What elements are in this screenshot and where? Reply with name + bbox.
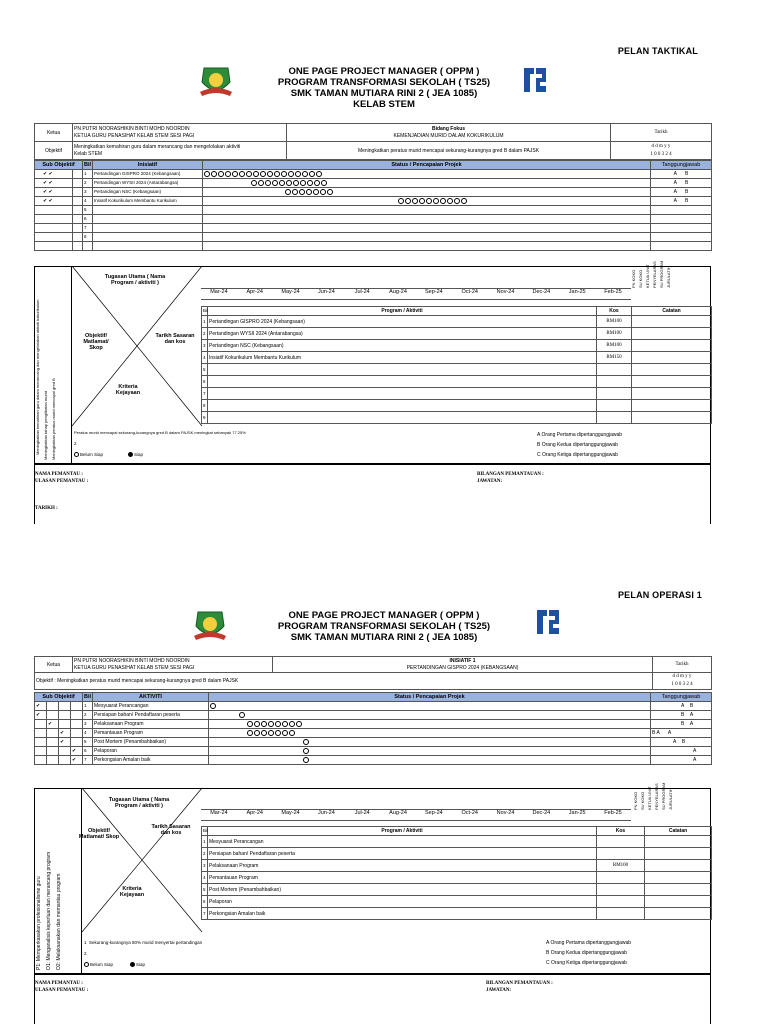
tarikh-footer-1: TARIKH :	[35, 506, 58, 511]
legend-belum-siap: Belum Siap	[74, 452, 103, 457]
objektif-value: Meningkatkan kemahiran guru dalam merancang dan mengelolakan aktiviti Kelab STEM	[73, 142, 287, 160]
col-tj-2: Tanggungjawab	[651, 693, 712, 702]
ulasan-pemantau-2: ULASAN PEMANTAU :	[35, 988, 89, 993]
tarikh-label-2: Tarikh	[653, 657, 712, 673]
objektif-matlamat: Objektif/ Matlamat/ Skop	[83, 333, 109, 351]
kriteria-kejayaan: Kriteria Kejayaan	[115, 384, 141, 396]
header2-line-1: ONE PAGE PROJECT MANAGER ( OPPM )	[288, 610, 480, 621]
pemantau-box-1	[34, 464, 711, 524]
program-row: Pertandingan GISPRO 2024 (Kebangsaan)	[208, 316, 597, 328]
program-row: Pertandingan NSC (Kebangsaan)	[208, 340, 597, 352]
col-bil: Bil	[84, 162, 92, 168]
col-tanggungjawab: Tanggungjawab	[651, 161, 712, 170]
info-table-2	[34, 656, 712, 690]
program-table-2: Bil Program / Aktiviti Kos Catatan 1 Mesyuarat Perancangan 2 Persiapan bahan/ Pendaftaran peserta 3 Pelaksanaan Program RM100 4 Pemantauan Program 5 Post Mortem (Penambahbaikan) 6 Pelaporan 7 Perkongsian Amalan baik	[201, 826, 712, 920]
role-headers: PN KOKO SU KOKO KETUA UNIT PENYELARAS SU PROGRAM JURULATIH	[631, 260, 671, 288]
kos-header-2: Kos	[597, 827, 645, 836]
header-line-4: KELAB STEM	[353, 99, 415, 110]
bilangan-pemantauan-2: BILANGAN PEMANTAUAN :	[486, 981, 553, 986]
objektif-2: Objektif : Meningkatkan peratus murid mencapai sekurang-kurangnya gred B dalam PAJSK	[35, 673, 653, 690]
header-line-2: PROGRAM TRANSFORMASI SEKOLAH ( TS25)	[277, 77, 491, 88]
program-row-2: Pelaksanaan Program	[208, 860, 597, 872]
col-aktiviti: AKTIVITI	[93, 693, 209, 702]
ketua-label-2: Ketua	[35, 657, 73, 673]
catatan-header: Catatan	[632, 307, 712, 316]
pemantau-box-2	[34, 974, 711, 1024]
tugasan-utama: Tugasan Utama ( Nama Program / aktiviti )	[104, 274, 166, 286]
orang-c-2: C Orang Ketiga dipertanggungjawab	[546, 960, 627, 966]
objektif-matlamat-2: Objektif/ Matlamat/ Skop	[78, 828, 120, 840]
header2-line-2: PROGRAM TRANSFORMASI SEKOLAH ( TS25)	[277, 621, 491, 632]
kos-header: Kos	[597, 307, 632, 316]
col-status-2: Status / Pencapaian Projek	[209, 693, 651, 702]
bilangan-pemantauan-1: BILANGAN PEMANTAUAN :	[477, 472, 544, 477]
aktiviti-row: Persiapan bahan/ Pendaftaran peserta	[93, 711, 209, 720]
ketua-label: Ketua	[35, 124, 73, 142]
ketua-value-2: PN PUTRI NOORASHIKIN BINTI MOHD NOORDIN KETUA GURU PENASIHAT KELAB STEM SESI PAGI	[73, 657, 273, 673]
aktiviti-row: Pelaksanaan Program	[93, 720, 209, 729]
cross-diagram-2	[82, 788, 202, 932]
program-aktiviti-header: Program / Aktiviti	[208, 307, 597, 316]
tarikh-sasaran: Tarikh Sasaran dan kos	[155, 333, 195, 345]
program-row-2: Pemantauan Program	[208, 872, 597, 884]
orang-b-2: B Orang Kedua dipertanggungjawab	[546, 950, 627, 956]
page-header-2	[0, 610, 768, 643]
kriteria-line-1: Peratus murid mencapai sekurang-kurangnya gred B dalam PAJSK meningkat sebanyak 77.25%	[74, 430, 246, 435]
side-vertical-labels-2: P1: Memperkasakan profesionalisme guru O1: Menganalisis keperluan dan merancang program O2: Melaksanakan dan memantau program	[36, 851, 62, 970]
kriteria-kejayaan-2: Kriteria Kejayaan	[119, 886, 145, 898]
kos-cell: RM100	[597, 328, 632, 340]
program-row-2: Mesyuarat Perancangan	[208, 836, 597, 848]
col-status: Status / Pencapaian Projek	[203, 161, 651, 170]
kriteria2-line-1: 1 Sekurang-kurangnya 80% murid menyertai pertandingan	[84, 940, 203, 945]
aktiviti-row: Pemantauan Program	[93, 729, 209, 738]
orang-a: A Orang Pertama dipertanggungjawab	[537, 432, 623, 438]
aktiviti-row: Post Mortem (Penambahbaikan)	[93, 738, 209, 747]
page-header	[0, 66, 768, 110]
col-bil-2: Bil	[84, 694, 92, 700]
inisiatif-row: Pertandingan NSC (Kebangsaan)	[93, 188, 203, 197]
header-line-1: ONE PAGE PROJECT MANAGER ( OPPM )	[288, 66, 480, 77]
side-vertical-labels: Meningkatkan kemahiran guru dalam merancang dan mengelolakan aktiviti kokurikulum Meningkatkan tahap penglibatan murid Meningkatkan peratus murid mencapai gred B	[35, 299, 56, 460]
month-row-2: Mar-24 Apr-24 May-24 Jun-24 Jul-24 Aug-24 Sep-24 Oct-24 Nov-24 Dec-24 Jan-25 Feb-25	[201, 809, 631, 821]
date-cell: d d m y y 1 0 0 3 2 4	[611, 142, 712, 160]
oppm-grid-2: Sub Objektif Bil AKTIVITI Status / Pencapaian Projek Tanggungjawab ✔ 1 Mesyuarat Perancangan A B ✔ 2 Persiapan bahan/ Pendaftaran peserta B A ✔ 3 Pelaksanaan Program B A ✔ 4 Pemantauan Program B A A ✔ 5 Post Mortem (Penambahbaikan) A B ✔ 6 Pelaporan A ✔ 7 Perkongsian Amalan baik A	[34, 692, 712, 765]
orang-b: B Orang Kedua dipertanggungjawab	[537, 442, 618, 448]
nama-pemantau-1: NAMA PEMANTAU :	[35, 472, 83, 477]
tugasan-utama-2: Tugasan Utama ( Nama Program / aktiviti )	[108, 797, 170, 809]
header-line-3: SMK TAMAN MUTIARA RINI 2 ( JEA 1085)	[290, 88, 478, 99]
catatan-header-2: Catatan	[645, 827, 712, 836]
kos-cell-2: RM100	[597, 860, 645, 872]
program-table-1: Bil Program / Aktiviti Kos Catatan 1 Pertandingan GISPRO 2024 (Kebangsaan) RM100 2 Pertandingan WYSII 2024 (Antarabangsa) RM100 3 Pertandingan NSC (Kebangsaan) RM100 4 Insiatif Kokurikulum Membantu Kurikulum RM150 5 6 7 8 9	[201, 306, 712, 424]
tarikh-label: Tarikh	[611, 124, 712, 142]
aktiviti-row: Pelaporan	[93, 747, 209, 756]
aktiviti-row: Perkongsian Amalan baik	[93, 756, 209, 765]
ulasan-pemantau-1: ULASAN PEMANTAU :	[35, 479, 89, 484]
jawatan-2: JAWATAN:	[486, 988, 512, 993]
inisiatif-title: INISIATIF 1 PERTANDINGAN GISPRO 2024 (KEBANGSAAN)	[273, 657, 653, 673]
col-sub-objektif-2: Sub Objektif	[35, 693, 83, 702]
aktiviti-row: Mesyuarat Perancangan	[93, 702, 209, 711]
oppm-grid-1: Sub Objektif Bil Inisiatif Status / Pencapaian Projek Tanggungjawab ✔ ✔ 1 Pertandingan GISPRO 2024 (Kebangsaan) A B ✔ ✔ 2 Pertandingan WYSII 2024 (Antarabangsa) A B ✔ ✔ 3 Pertandingan NSC (Kebangsaan) A B ✔ ✔ 4 Insiatif Kokurikulum Membantu Kurikulum A B 5 6 7 8	[34, 160, 712, 251]
ketua-value: PN PUTRI NOORASHIKIN BINTI MOHD NOORDIN KETUA GURU PENASIHAT KELAB STEM SESI PAGI	[73, 124, 287, 142]
header2-line-3: SMK TAMAN MUTIARA RINI 2 ( JEA 1085)	[290, 632, 478, 643]
col-inisiatif: Inisiatif	[93, 161, 203, 170]
col-sub-objektif: Sub Objektif	[35, 161, 83, 170]
legend-siap: Siap	[128, 452, 143, 457]
info-table	[34, 123, 712, 160]
kos-cell: RM100	[597, 316, 632, 328]
page-tag-operasi: PELAN OPERASI 1	[617, 590, 702, 600]
program-row-2: Perkongsian Amalan baik	[208, 908, 597, 920]
kos-cell: RM100	[597, 340, 632, 352]
role-headers-2: PN KOKO SU KOKO KETUA UNIT PENYELARAS SU PROGRAM JURULATIH	[633, 782, 673, 810]
nama-pemantau-2: NAMA PEMANTAU :	[35, 981, 83, 986]
date-cell-2: d d m y y 1 0 0 3 2 4	[653, 673, 712, 690]
program-row: Pertandingan WYSII 2024 (Antarabangsa)	[208, 328, 597, 340]
kriteria-line-2: 2	[74, 441, 77, 446]
program-row-2: Post Mortem (Penambahbaikan)	[208, 884, 597, 896]
inisiatif-row: Pertandingan WYSII 2024 (Antarabangsa)	[93, 179, 203, 188]
page-tag-taktikal: PELAN TAKTIKAL	[617, 46, 698, 56]
objektif-label: Objektif	[35, 142, 73, 160]
bidang-fokus: Bidang Fokus KEMENJADIAN MURID DALAM KOKURIKULUM	[287, 124, 611, 142]
program-row: Insiatif Kokurikulum Membantu Kurikulum	[208, 352, 597, 364]
jawatan-1: JAWATAN:	[477, 479, 503, 484]
inisiatif-row: Insiatif Kokurikulum Membantu Kurikulum	[93, 197, 203, 206]
legend-belum-siap-2: Belum Siap	[84, 962, 113, 967]
tarikh-sasaran-2: Tarikh Sasaran dan kos	[151, 824, 191, 836]
orang-a-2: A Orang Pertama dipertanggungjawab	[546, 940, 632, 946]
inisiatif-row: Pertandingan GISPRO 2024 (Kebangsaan)	[93, 170, 203, 179]
orang-c: C Orang Ketiga dipertanggungjawab	[537, 452, 618, 458]
objektif-right: Meningkatkan peratus murid mencapai sekurang-kurangnya gred B dalam PAJSK	[287, 142, 611, 160]
program-row-2: Persiapan bahan/ Pendaftaran peserta	[208, 848, 597, 860]
kriteria2-line-2: 2	[84, 951, 87, 956]
kos-cell: RM150	[597, 352, 632, 364]
program-row-2: Pelaporan	[208, 896, 597, 908]
legend-siap-2: Siap	[130, 962, 145, 967]
month-row-1: Mar-24 Apr-24 May-24 Jun-24 Jul-24 Aug-24 Sep-24 Oct-24 Nov-24 Dec-24 Jan-25 Feb-25	[201, 288, 631, 300]
program-aktiviti-header-2: Program / Aktiviti	[208, 827, 597, 836]
